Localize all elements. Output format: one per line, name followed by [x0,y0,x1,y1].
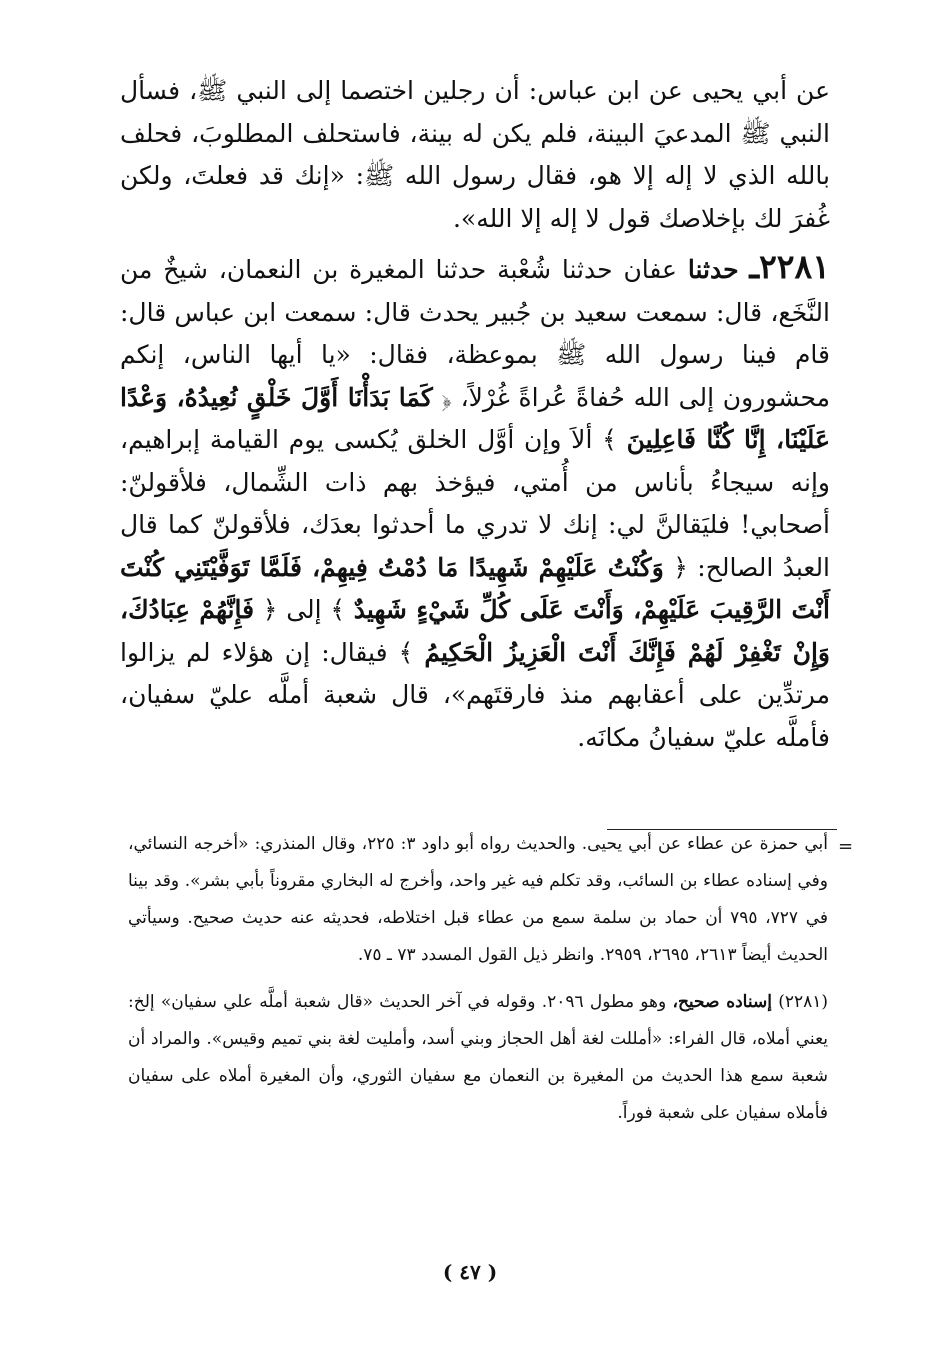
quran-bracket-close: ﴾ [330,595,345,624]
quran-verse-2: وَكُنْتُ عَلَيْهِمْ شَهِيدًا مَا دُمْتُ فِيهِمْ، فَلَمَّا تَوَفَّيْتَنِي كُنْتَ أَنْتَ الرَّقِيبَ عَلَيْهِمْ، وَأَنْتَ عَلَى كُلِّ شَيْءٍ شَهِيدٌ [120,552,830,624]
footnote-2281 [128,984,828,1132]
footnote-continued: أبي حمزة عن عطاء عن أبي يحيى. والحديث رواه أبو داود ٣: ٢٢٥، وقال المنذري: «أخرجه النسائي، وفي إسناده عطاء بن السائب، وقد تكلم فيه غير واحد، وأخرج له البخاري مقروناً بأبي بشر». وقد بينا في ٧٢٧، ٧٩٥ أن حماد بن سلمة سمع من عطاء قبل اختلاطه، فحديثه عنه حديث صحيح. وسيأتي الحديث أيضاً ٢٦١٣، ٢٦٩٥، ٢٩٥٩. وانظر ذيل القول المسدد ٧٣ ـ ٧٥. [128,834,829,965]
hadith-dash: ـ [749,247,760,286]
hadith-paragraph [120,246,830,759]
quran-verse-3: فَإِنَّهُمْ عِبَادُكَ، وَإِنْ تَغْفِرْ لَهُمْ فَإِنَّكَ أَنْتَ الْعَزِيزُ الْحَكِيمُ [120,595,831,667]
middle-text: ألاَ وإن أوَّل الخلق يُكسى يوم القيامة إبراهيم، وإنه سيجاءُ بأناس من أُمتي، فيؤخذ بهم ذات الشِّمال، فلأقولنّ: أصحابي! فليَقالنَّ لي: إنك لا تدري ما أحدثوا بعدَك، فلأقولنّ كما قال العبدُ الصالح: [120,425,831,582]
main-text [120,70,830,759]
continuation-mark: = [838,836,854,857]
footnote-body: وهو مطول ٢٠٩٦. وقوله في آخر الحديث «قال شعبة أملَّه علي سفيان» إلخ: يعني أملاه، قال الفراء: «أمللت لغة أهل الحجاز وبني أسد، وأمليت لغة بني تميم وقيس». والمراد أن شعبة سمع هذا الحديث من المغيرة بن النعمان مع سفيان الثوري، وأن المغيرة أملاه على سفيان فأملاه سفيان على شعبة فوراً. [128,992,828,1123]
quran-bracket-open: ﴿ [441,382,452,412]
intro-paragraph: عن أبي يحيى عن ابن عباس: أن رجلين اختصما إلى النبي ﷺ، فسأل النبي ﷺ المدعيَ البينة، فلم يكن له بينة، فاستحلف المطلوبَ، فحلف بالله الذي لا إله إلا هو، فقال رسول الله ﷺ: «إنك قد فعلتَ، ولكن غُفرَ لك بإخلاصك قول لا إله إلا الله». [120,76,830,233]
ila-word: إلى [286,595,322,624]
page-number: ( ٤٧ ) [442,1260,498,1284]
quran-bracket-close: ﴾ [602,425,617,454]
quran-bracket-open: ﴿ [673,552,688,582]
quran-bracket-open: ﴿ [262,595,278,624]
quran-bracket-close: ﴾ [398,637,414,667]
hadith-number: ٢٢٨١ [759,247,830,286]
footnote-number: (٢٢٨١) [778,992,829,1012]
isnad-text: عفان حدثنا شُعْبة حدثنا المغيرة بن النعمان، شيخٌ من النَّخَع، قال: سمعت سعيد بن جُبير يحدث قال: سمعت ابن عباس قال: قام فينا رسول الله ﷺ بموعظة، فقال: «يا أيها الناس، إنكم محشورون إلى الله حُفاةً عُراةً غُرْلاً، [120,255,831,412]
ending-text: فيقال: إن هؤلاء لم يزالوا مرتدِّين على أعقابهم منذ فارقتَهم»، قال شعبة أملَّه عليّ سفيان، فأملَّه عليّ سفيانُ مكانَه. [120,637,830,752]
quran-verse-1: كَمَا بَدَأْنَا أَوَّلَ خَلْقٍ نُعِيدُهُ، وَعْدًا عَلَيْنَا، إِنَّا كُنَّا فَاعِلِينَ [120,382,831,454]
haddathana-word: حدثنا [687,255,739,284]
footnote-grade: إسناده صحيح، [672,992,772,1012]
footnotes [128,826,828,1132]
